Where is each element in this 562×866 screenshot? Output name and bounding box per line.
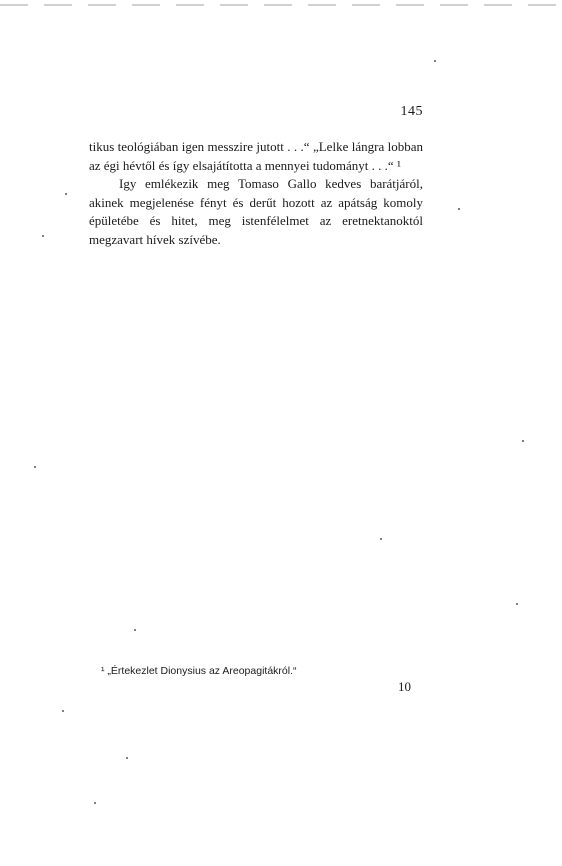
scan-speck: [458, 208, 460, 210]
scan-speck: [516, 603, 518, 605]
body-text: [89, 138, 423, 249]
footnote: ¹ „Értekezlet Dionysius az Areopagitákról.“: [101, 665, 297, 677]
scan-speck: [522, 440, 524, 442]
scan-speck: [62, 710, 64, 712]
paragraph: Igy emlékezik meg Tomaso Gallo kedves barátjáról, akinek megjelenése fényt és derűt hozott az apátság komoly épületébe és hitet, meg istenfélelmet az eretnektanoktól megzavart hívek szívébe.: [89, 176, 423, 247]
scan-speck: [94, 802, 96, 804]
page-number: 145: [400, 104, 423, 119]
page-top-edge: [0, 4, 562, 6]
scan-speck: [380, 538, 382, 540]
scan-speck: [126, 757, 128, 759]
scan-speck: [434, 60, 436, 62]
scan-speck: [65, 193, 67, 195]
scan-speck: [34, 466, 36, 468]
scan-speck: [134, 629, 136, 631]
paragraph-continuation: tikus teológiában igen messzire jutott . . .“ „Lelke lángra lobban az égi hévtől és így elsajátította a mennyei tudományt . . .“ ¹: [89, 139, 423, 173]
scan-speck: [42, 235, 44, 237]
signature-mark: 10: [398, 679, 411, 694]
